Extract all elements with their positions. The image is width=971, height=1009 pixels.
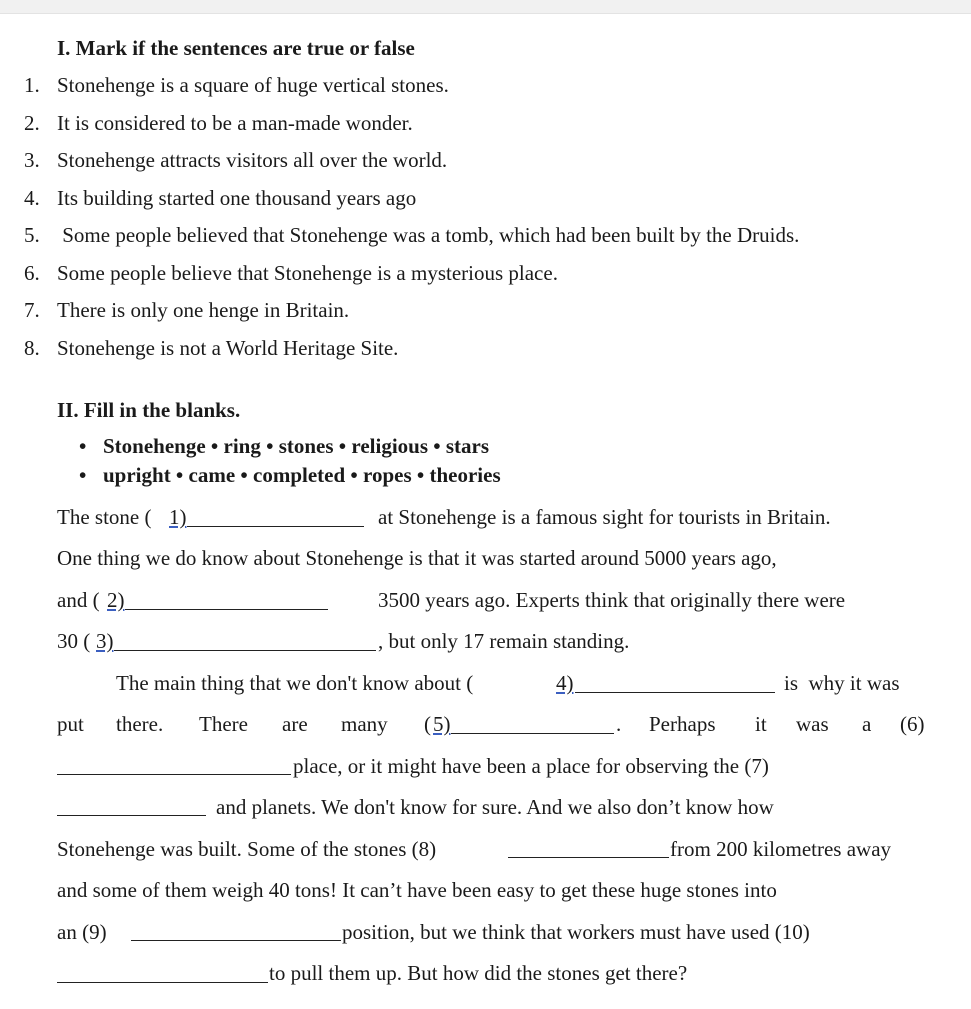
paragraph-word: there. [116,712,164,736]
statement-text: Stonehenge attracts visitors all over the world. [57,148,448,172]
blank-line-4 [575,692,775,693]
paragraph-text: Stonehenge was built. Some of the stones (8) [57,837,437,861]
word-bank-line: upright • came • completed • ropes • theories [103,463,501,487]
statement-number: 4. [24,186,40,210]
paragraph-word: Perhaps [649,712,716,736]
blank-line-2 [125,609,328,610]
document-page [0,14,971,1009]
paragraph-text: position, but we think that workers must have used (10) [342,920,810,944]
statement-text: Stonehenge is not a World Heritage Site. [57,336,399,360]
bullet-icon: • [79,434,87,458]
statement-text: Stonehenge is a square of huge vertical stones. [57,73,449,97]
paragraph-text: and planets. We don't know for sure. And we also don’t know how [216,795,774,819]
statement-text: It is considered to be a man-made wonder. [57,111,413,135]
statement-number: 2. [24,111,40,135]
statement-text: Some people believe that Stonehenge is a mysterious place. [57,261,558,285]
paragraph-text: 30 ( [57,629,91,653]
statement-number: 6. [24,261,40,285]
paragraph-word: ( [424,712,431,736]
paragraph-text: 3500 years ago. Experts think that originally there were [378,588,846,612]
paragraph-word: are [282,712,308,736]
paragraph-text: , but only 17 remain standing. [378,629,630,653]
statement-number: 8. [24,336,40,360]
paragraph-text: One thing we do know about Stonehenge is that it was started around 5000 years ago, [57,546,777,570]
blank-line-6 [57,774,291,775]
paragraph-text: an (9) [57,920,107,944]
paragraph-text: The stone ( [57,505,152,529]
blank-line-7 [57,815,206,816]
blank-number-5: 5) [433,712,451,736]
paragraph-word: many [341,712,388,736]
paragraph-word: . [616,712,622,736]
blank-number-1: 1) [169,505,187,529]
paragraph-text: place, or it might have been a place for observing the (7) [293,754,769,778]
paragraph-text: The main thing that we don't know about ( [116,671,474,695]
blank-line-10 [57,982,268,983]
statement-text: Some people believed that Stonehenge was a tomb, which had been built by the Druids. [57,223,800,247]
blank-line-5 [451,733,614,734]
paragraph-text: to pull them up. But how did the stones get there? [269,961,688,985]
paragraph-word: it [755,712,767,736]
section1-title: I. Mark if the sentences are true or false [57,36,415,60]
paragraph-text: is why it was [784,671,900,695]
viewer-top-bar [0,0,971,14]
statement-number: 5. [24,223,40,247]
paragraph-word: put [57,712,84,736]
statement-number: 1. [24,73,40,97]
statement-number: 7. [24,298,40,322]
blank-line-8 [508,857,669,858]
paragraph-text: and some of them weigh 40 tons! It can’t have been easy to get these huge stones into [57,878,777,902]
word-bank-line: Stonehenge • ring • stones • religious • stars [103,434,490,458]
statement-text: There is only one henge in Britain. [57,298,350,322]
paragraph-text: from 200 kilometres away [670,837,892,861]
blank-line-9 [131,940,341,941]
blank-line-3 [114,650,376,651]
section2-title: II. Fill in the blanks. [57,398,241,422]
statement-number: 3. [24,148,40,172]
blank-number-2: 2) [107,588,125,612]
statement-text: Its building started one thousand years ago [57,186,417,210]
paragraph-word: (6) [900,712,925,736]
blank-number-4: 4) [556,671,574,695]
blank-number-3: 3) [96,629,114,653]
paragraph-word: There [199,712,248,736]
blank-line-1 [187,526,364,527]
paragraph-text: at Stonehenge is a famous sight for tourists in Britain. [378,505,831,529]
paragraph-word: was [796,712,829,736]
paragraph-word: a [862,712,872,736]
paragraph-text: and ( [57,588,100,612]
bullet-icon: • [79,463,87,487]
